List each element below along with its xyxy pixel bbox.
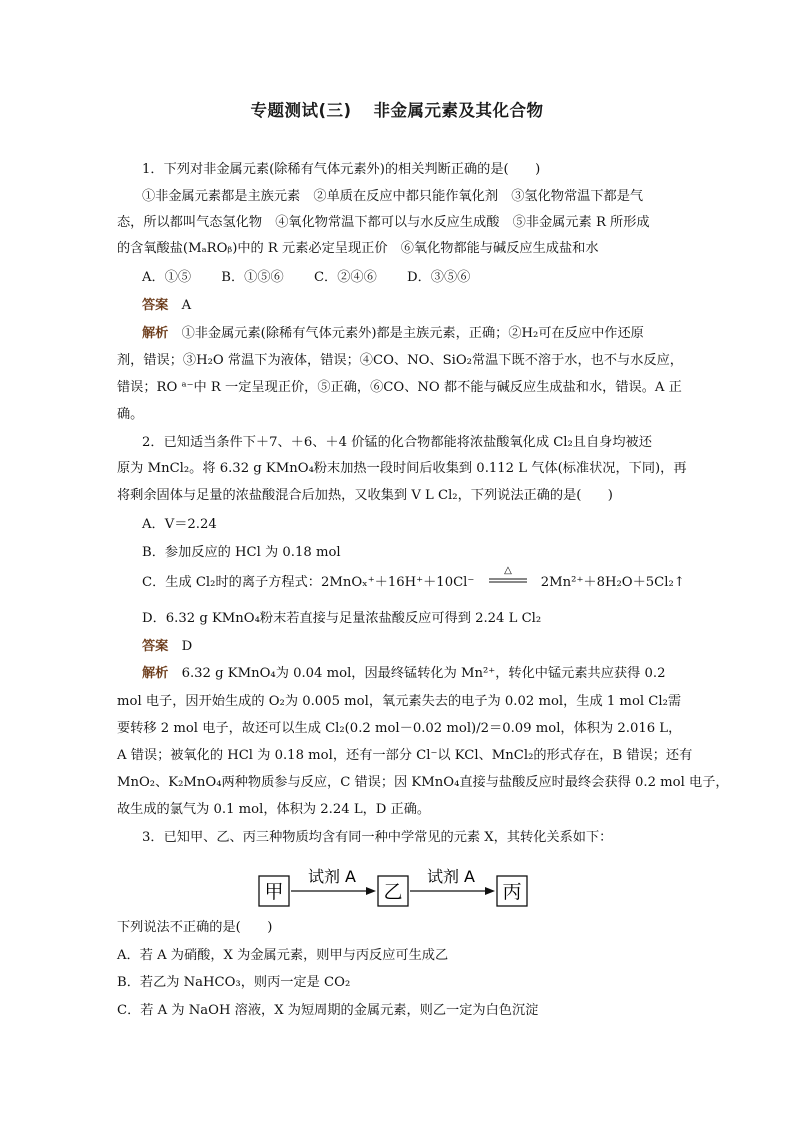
equation-right: 2Mn²⁺＋8H₂O＋5Cl₂↑ [540,575,685,590]
q2-analysis-line: 故生成的氯气为 0.1 mol，体积为 2.24 L，D 正确。 [117,802,431,817]
q2-option-a: A．V＝2.24 [142,517,217,532]
title-topic: 非金属元素及其化合物 [373,101,544,120]
q2-analysis-line: 要转移 2 mol 电子，故还可以生成 Cl₂(0.2 mol－0.02 mol)/2＝0.09 mol，体积为 2.016 L， [117,721,682,736]
analysis-text: 6.32 g KMnO₄为 0.04 mol，因最终锰转化为 Mn²⁺，转化中锰元素共应获得 0.2 [181,666,666,681]
answer-value: D [181,639,193,654]
q1-analysis-line: 错误；RO ᵃ⁻中 R 一定呈现正价，⑤正确，⑥CO、NO 都不能与碱反应生成盐和水，错误。A 正 [117,380,682,395]
box-jia-label: 甲 [264,881,284,903]
q3-option-b: B．若乙为 NaHCO₃，则丙一定是 CO₂ [117,975,351,990]
heat-symbol: △ [503,564,512,576]
heat-arrow-icon [487,564,529,586]
q2-analysis-line: A 错误；被氧化的 HCl 为 0.18 mol，还有一部分 Cl⁻以 KCl、MnCl₂的形式存在，B 错误；还有 [117,748,693,763]
equation-left: C．生成 Cl₂时的离子方程式：2MnOₓ⁺＋16H⁺＋10Cl⁻ [142,575,475,590]
box-yi-label: 乙 [383,881,403,903]
q2-stem-line: 将剩余固体与足量的浓盐酸混合后加热，又收集到 V L Cl₂，下列说法正确的是( ) [117,488,613,503]
q1-option-d: D．③⑤⑥ [407,270,471,285]
q2-stem: 2．已知适当条件下＋7、＋6、＋4 价锰的化合物都能将浓盐酸氧化成 Cl₂且自身均被还 [142,435,652,450]
q2-answer [142,637,192,657]
analysis-label: 解析 [142,666,169,681]
q1-stem: 1．下列对非金属元素(除稀有气体元素外)的相关判断正确的是( ) [142,162,541,177]
answer-value: A [181,298,192,313]
q2-analysis-line: MnO₂、K₂MnO₄两种物质参与反应，C 错误；因 KMnO₄直接与盐酸反应时最终会获得 0.2 mol 电子， [117,775,729,790]
q1-statement-line: 态，所以都叫气态氢化物 ④氧化物常温下都可以与水反应生成酸 ⑤非金属元素 R 所形成 [117,215,650,230]
q1-answer [142,296,191,316]
box-bing-label: 丙 [502,881,522,903]
equation-arrow [487,564,529,590]
answer-label: 答案 [142,298,169,313]
q1-statement-line: ①非金属元素都是主族元素 ②单质在反应中都只能作氧化剂 ③氢化物常温下都是气 [142,189,644,204]
arrow-head-icon [485,887,495,895]
q1-analysis [142,324,644,344]
q2-analysis [142,664,665,684]
q3-option-a: A．若 A 为硝酸，X 为金属元素，则甲与丙反应可生成乙 [117,948,449,963]
q2-option-c [142,564,685,593]
q1-analysis-line: 剂，错误；③H₂O 常温下为液体，错误；④CO、NO、SiO₂常温下既不溶于水，也不与水反应， [117,353,683,368]
analysis-label: 解析 [142,326,169,341]
answer-label: 答案 [142,639,169,654]
q2-option-d: D．6.32 g KMnO₄粉末若直接与足量浓盐酸反应可得到 2.24 L Cl₂ [142,611,542,626]
q1-analysis-line: 确。 [117,407,144,422]
q3-question: 下列说法不正确的是( ) [117,920,273,935]
arrow-head-icon [366,887,376,895]
q3-stem: 3．已知甲、乙、丙三种物质均含有同一种中学常见的元素 X，其转化关系如下： [142,830,613,845]
q1-statement-line: 的含氧酸盐(MₐROᵦ)中的 R 元素必定呈现正价 ⑥氧化物都能与碱反应生成盐和水 [117,241,599,256]
q1-option-a: A．①⑤ [142,270,192,285]
q1-option-b: B．①⑤⑥ [221,270,284,285]
page-title [0,97,794,121]
q1-option-c: C．②④⑥ [313,270,377,285]
arrow-1-label: 试剂 A [307,867,357,886]
q1-options [142,268,470,288]
q2-analysis-line: mol 电子，因开始生成的 O₂为 0.005 mol，氧元素失去的电子为 0.02 mol，生成 1 mol Cl₂需 [117,694,682,709]
title-series: 专题测试(三) [250,101,352,120]
q2-option-b: B．参加反应的 HCl 为 0.18 mol [142,545,341,560]
q2-stem-line: 原为 MnCl₂。将 6.32 g KMnO₄粉末加热一段时间后收集到 0.112 L 气体(标准状况，下同)，再 [117,461,687,476]
analysis-text: ①非金属元素(除稀有气体元素外)都是主族元素，正确；②H₂可在反应中作还原 [181,326,644,341]
q3-option-c: C．若 A 为 NaOH 溶液，X 为短周期的金属元素，则乙一定为白色沉淀 [117,1003,539,1018]
conversion-diagram [258,862,528,908]
arrow-2-label: 试剂 A [426,867,476,886]
